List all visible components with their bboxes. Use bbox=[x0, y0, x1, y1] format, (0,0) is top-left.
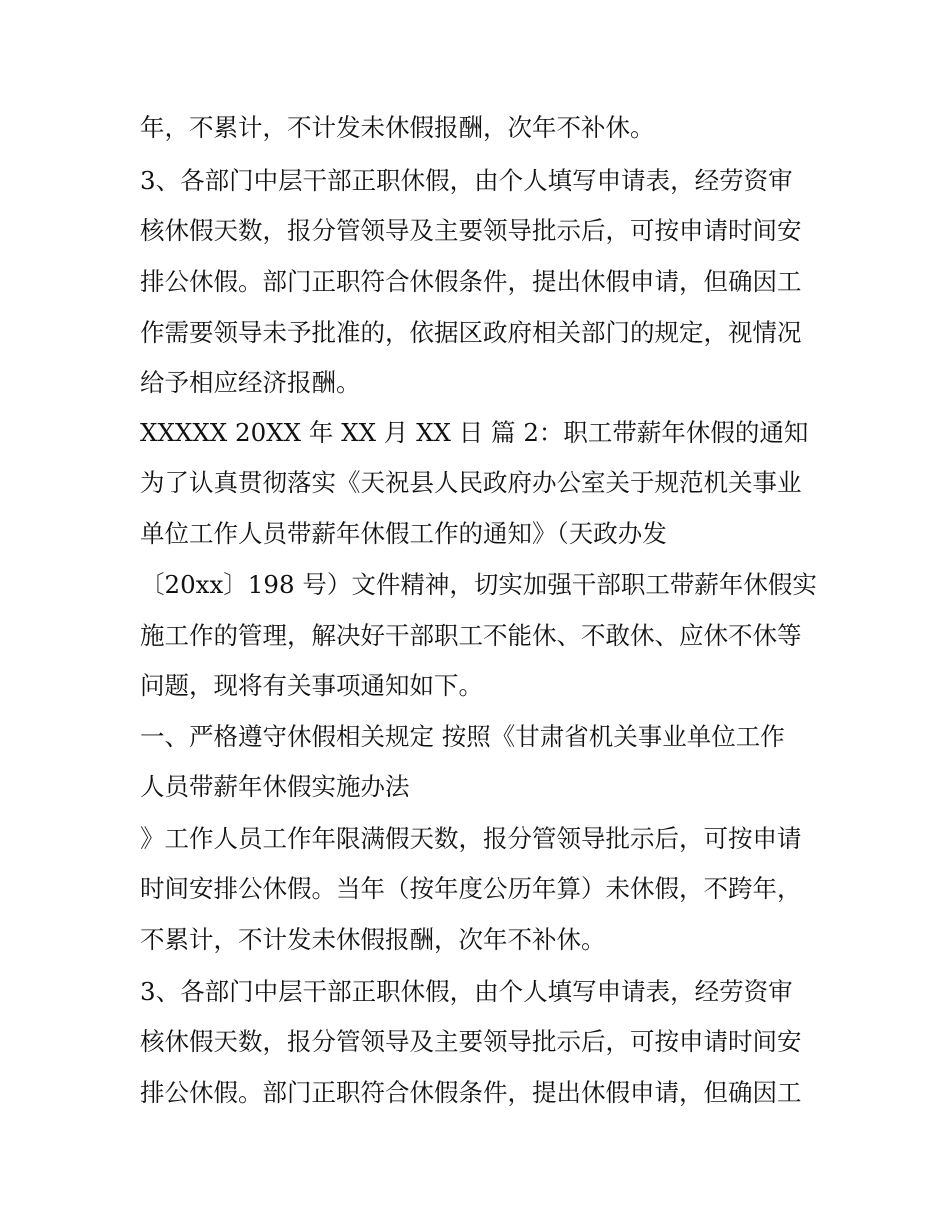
text-line: 一、严格遵守休假相关规定 按照《甘肃省机关事业单位工作 bbox=[140, 722, 785, 751]
text-line: 核休假天数，报分管领导及主要领导批示后，可按申请时间安 bbox=[140, 1027, 802, 1056]
text-line: 排公休假。部门正职符合休假条件，提出休假申请，但确因工 bbox=[140, 267, 802, 296]
text-line: 3、各部门中层干部正职休假，由个人填写申请表，经劳资审 bbox=[140, 977, 793, 1006]
text-line: 排公休假。部门正职符合休假条件，提出休假申请，但确因工 bbox=[140, 1078, 802, 1107]
text-line: 3、各部门中层干部正职休假，由个人填写申请表，经劳资审 bbox=[140, 166, 793, 195]
text-line: 人员带薪年休假实施办法 bbox=[140, 772, 410, 801]
text-line: 单位工作人员带薪年休假工作的通知》（天政办发 bbox=[140, 519, 667, 548]
text-line: 给予相应经济报酬。 bbox=[140, 368, 361, 397]
text-line: 为了认真贯彻落实《天祝县人民政府办公室关于规范机关事业 bbox=[140, 468, 802, 497]
text-line: 施工作的管理，解决好干部职工不能休、不敢休、应休不休等 bbox=[140, 621, 802, 650]
text-line: 年，不累计，不计发未休假报酬，次年不补休。 bbox=[140, 113, 655, 142]
text-line: 核休假天数，报分管领导及主要领导批示后，可按申请时间安 bbox=[140, 216, 802, 245]
section-heading: XXXXX 20XX 年 XX 月 XX 日 篇 2：职工带薪年休假的通知 bbox=[140, 418, 809, 447]
text-line: 作需要领导未予批准的，依据区政府相关部门的规定，视情况 bbox=[140, 318, 802, 347]
text-line: 时间安排公休假。当年（按年度公历年算）未休假，不跨年， bbox=[140, 874, 802, 903]
text-line: 不累计，不计发未休假报酬，次年不补休。 bbox=[140, 925, 606, 954]
text-line: 问题，现将有关事项通知如下。 bbox=[140, 671, 483, 700]
text-line: 〔20xx〕198 号）文件精神，切实加强干部职工带薪年休假实 bbox=[140, 570, 817, 599]
text-line: 》工作人员工作年限满假天数，报分管领导批示后，可按申请 bbox=[140, 824, 802, 853]
